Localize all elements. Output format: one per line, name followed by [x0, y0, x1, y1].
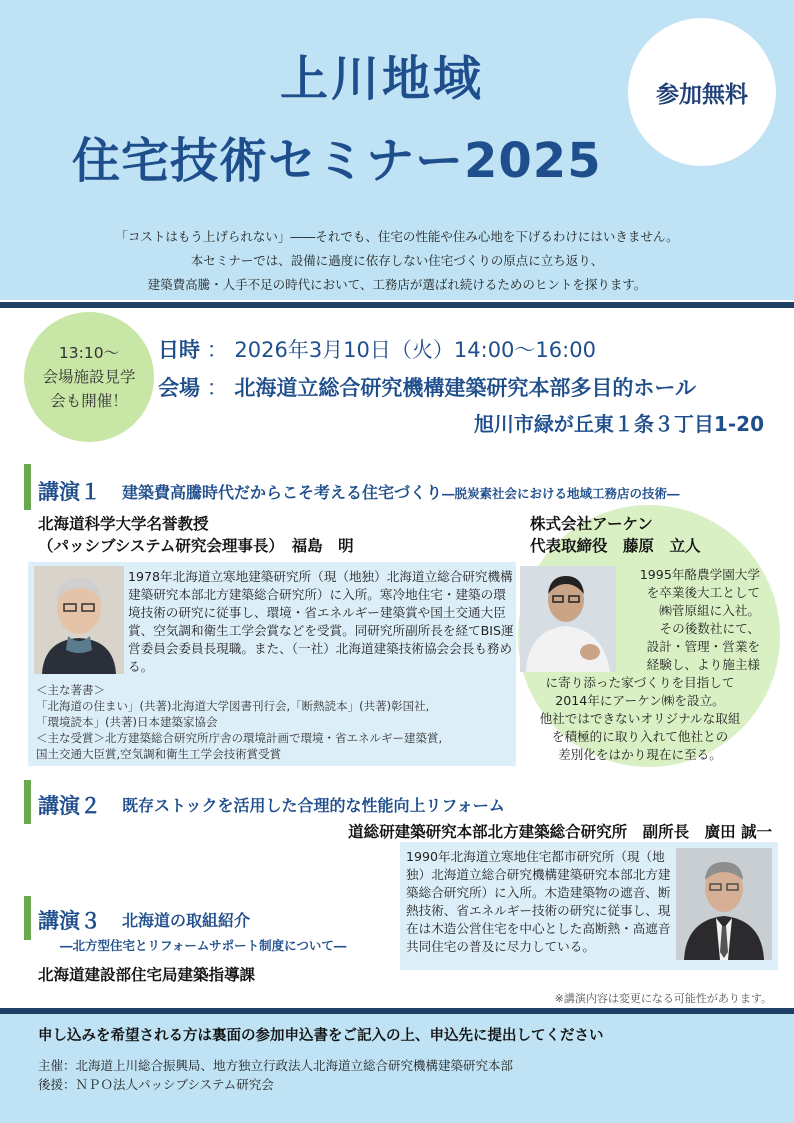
section-marker [24, 896, 31, 940]
change-notice: ※講演内容は変更になる可能性があります。 [554, 992, 772, 1005]
speaker3-photo [676, 848, 772, 960]
lecture3-title: 北海道の取組紹介 [122, 911, 251, 930]
bio-line: その後数社にて、 [659, 621, 760, 636]
application-instruction: 申し込みを希望される方は裏面の参加申込書をご記入の上、申込先に提出してください [38, 1028, 604, 1044]
lecture3-presenter: 北海道建設部住宅局建築指導課 [38, 966, 256, 984]
works-line: 「北海道の住まい」(共著)北海道大学図書刊行会,「断熱読本」(共著)彰国社, [36, 699, 430, 713]
separator: ： [206, 338, 228, 362]
venue-address: 旭川市緑が丘東１条３丁目1-20 [473, 412, 764, 436]
speaker2-bio-continued [512, 674, 768, 764]
section-marker [24, 464, 31, 510]
bio-line: ㈱菅原組に入社。 [659, 603, 760, 618]
works-line: ＜主な著書＞ [36, 683, 105, 697]
lead-text [0, 225, 794, 297]
speaker1-works [36, 682, 514, 762]
bio-line: 設計・管理・営業を [646, 639, 760, 654]
bio-line: 1995年酪農学園大学 [639, 567, 760, 582]
host: 主催：北海道上川総合振興局、地方独立行政法人北海道立総合研究機構建築研究本部 [38, 1058, 514, 1073]
facility-tour-badge [24, 312, 154, 442]
bio-line: 他社ではできないオリジナルな取組 [539, 711, 741, 726]
separator: ： [206, 376, 228, 400]
speaker1-title: 北海道科学大学名誉教授 [38, 515, 209, 533]
works-line: ＜主な受賞＞北方建築総合研究所庁舎の環境計画で環境・省エネルギー建築賞, [36, 731, 443, 745]
header-banner [0, 0, 794, 300]
venue-value: 北海道立総合研究機構建築研究本部多目的ホール [234, 376, 696, 400]
bio-line: に寄り添った家づくりを目指して [545, 675, 735, 690]
speaker2-company: 株式会社アーケン [530, 515, 653, 533]
venue-label: 会場 [158, 376, 200, 400]
lecture2-title: 既存ストックを活用した合理的な性能向上リフォーム [122, 796, 505, 815]
lecture3-subtitle: ―北方型住宅とリフォームサポート制度について― [60, 938, 347, 953]
bio-line: 2014年にアーケン㈱を設立。 [555, 693, 725, 708]
divider [0, 1008, 794, 1014]
works-line: 国土交通大臣賞,空気調和衛生工学会技術賞受賞 [36, 747, 282, 761]
title-line-2: 住宅技術セミナー2025 [72, 133, 602, 189]
event-datetime [158, 334, 596, 364]
works-line: 「環境読本」(共著)日本建築家協会 [36, 715, 218, 729]
event-venue [158, 372, 696, 402]
lead-line: 建築費高騰・人手不足の時代において、工務店が選ばれ続けるためのヒントを探ります。 [147, 277, 647, 292]
tour-time: 13:10～ [58, 344, 120, 362]
lecture1-title-main: 建築費高騰時代だからこそ考える住宅づくり [122, 483, 443, 502]
bio-line: を卒業後大工として [646, 585, 760, 600]
support: 後援：ＮＰＯ法人パッシブシステム研究会 [38, 1077, 274, 1092]
speaker1-name [38, 513, 354, 557]
organizers [38, 1056, 513, 1094]
speaker2-position-name: 代表取締役 藤原 立人 [530, 537, 701, 555]
speaker2-bio [520, 566, 760, 674]
title-line-1: 上川地域 [279, 51, 484, 107]
date-label: 日時 [158, 338, 200, 362]
divider [0, 302, 794, 308]
speaker3-name: 道総研建築研究本部北方建築総合研究所 副所長 廣田 誠一 [348, 823, 772, 841]
speaker1-photo [34, 566, 124, 674]
bio-line: 経験し、より施主様 [646, 657, 760, 672]
lecture2-number: 講演２ [38, 794, 101, 818]
tour-text: 会場施設見学 [42, 368, 136, 386]
lead-line: 「コストはもう上げられない」――それでも、住宅の性能や住み心地を下げるわけにはいきません。 [115, 229, 679, 244]
speaker1-affiliation-name: （パッシブシステム研究会理事長） 福島 明 [38, 537, 354, 555]
lecture1-title [122, 480, 680, 503]
lecture1-number: 講演１ [38, 480, 101, 504]
date-value: 2026年3月10日（火）14:00～16:00 [234, 338, 596, 362]
bio-line: を積極的に取り入れて他社との [551, 729, 729, 744]
lecture1-subtitle: ―脱炭素社会における地域工務店の技術― [442, 486, 680, 501]
tour-text: 会も開催！ [50, 392, 128, 410]
speaker1-bio: 1978年北海道立寒地建築研究所（現（地独）北海道立総合研究機構建築研究本部北方建築総合研究所）に入所。寒冷地住宅・建築の環境技術の研究に従事し、環境・省エネルギー建築賞や国土交通大臣賞、空気調和衛生工学会賞などを受賞。同研究所副所長を経てBIS運営委員会委員長現職。また、（一社）北海道建築技術協会会長も務める。 [128, 569, 514, 674]
section-marker [24, 780, 31, 824]
lecture3-number: 講演３ [38, 909, 101, 933]
lead-line: 本セミナーでは、設備に過度に依存しない住宅づくりの原点に立ち返り、 [190, 253, 604, 268]
speaker3-bio: 1990年北海道立寒地住宅都市研究所（現（地独）北海道立総合研究機構建築研究本部北方建築総合研究所）に入所。木造建築物の遮音、断熱技術、省エネルギー技術の研究に従事し、現在は木造公営住宅を中心とした高断熱・高遮音共同住宅の普及に尽力している。 [406, 849, 671, 954]
bio-line: 差別化をはかり現在に至る。 [558, 747, 722, 762]
speaker2-name [530, 513, 701, 557]
free-admission-badge: 参加無料 [628, 18, 776, 166]
